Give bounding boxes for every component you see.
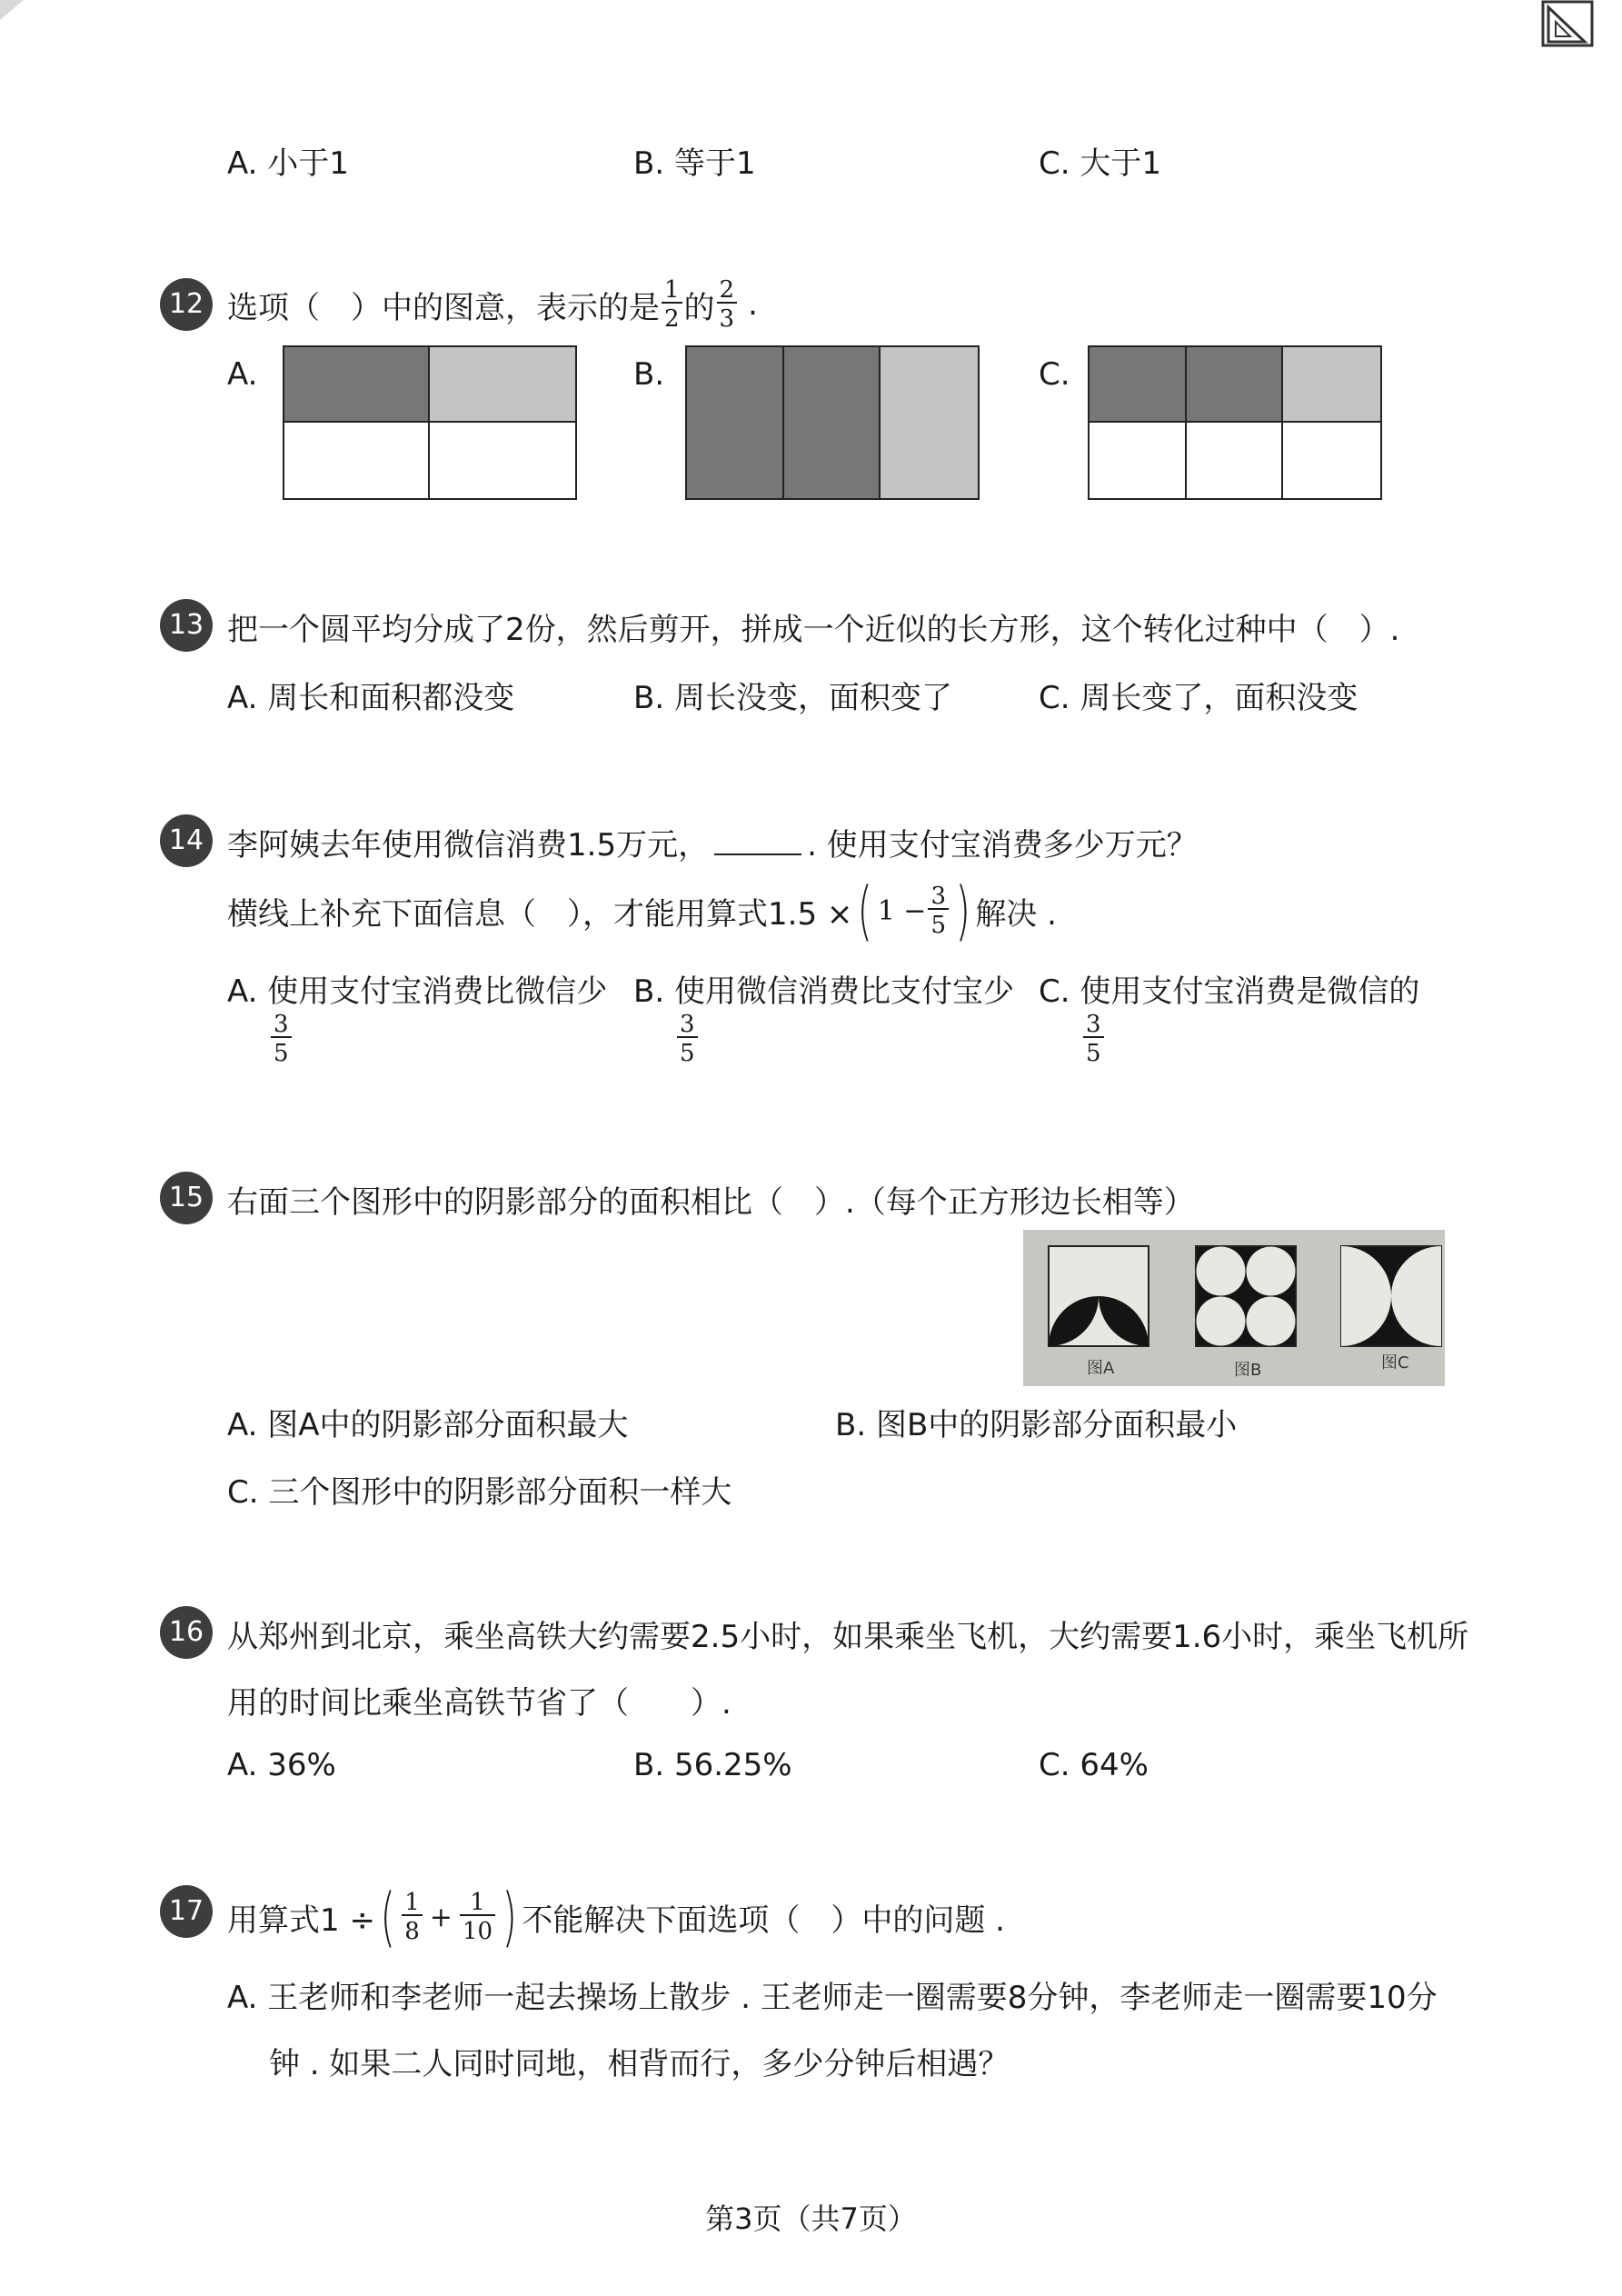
grid-cell <box>1090 347 1187 423</box>
frac-denominator: 5 <box>274 1040 289 1067</box>
q14-line1 <box>227 820 1198 864</box>
frac-numerator: 3 <box>677 1013 698 1038</box>
q14-option-b: B. 使用微信消费比支付宝少 <box>633 973 1014 1010</box>
q13-option-b: B. 周长没变，面积变了 <box>633 680 952 716</box>
left-paren: ( <box>380 1880 395 1954</box>
grid-cell <box>784 347 881 498</box>
answer-blank <box>714 830 801 855</box>
grid-cell <box>687 347 784 498</box>
grid-cell <box>1187 347 1284 423</box>
triangle-ruler-icon <box>1541 0 1596 49</box>
question-number-16: 16 <box>160 1606 213 1659</box>
q17-text-end: 不能解决下面选项（ ）中的问题 . <box>522 1902 1005 1939</box>
q14-expr-fraction <box>928 884 949 937</box>
figure-a-grid <box>283 345 577 500</box>
q12-text <box>227 273 758 336</box>
question-number-12: 12 <box>160 278 213 331</box>
q14-line2 <box>227 868 1057 953</box>
q16-option-b: B. 56.25% <box>633 1747 792 1783</box>
figure-b-shape <box>1196 1246 1296 1346</box>
figure-c-shape <box>1341 1246 1441 1346</box>
right-paren: ) <box>502 1880 517 1954</box>
grid-cell <box>1283 347 1380 423</box>
q12-label-a: A. <box>227 356 258 393</box>
frac-numerator: 1 <box>662 278 682 304</box>
figure-a-label: 图A <box>1087 1359 1115 1378</box>
frac-denominator: 2 <box>664 305 680 333</box>
q17-text <box>227 1874 1005 1960</box>
grid-cell <box>430 423 575 498</box>
q12-text-after: . <box>748 286 758 323</box>
q12-fraction-1 <box>662 278 682 331</box>
grid-cell <box>881 347 978 498</box>
question-number-14: 14 <box>160 814 213 867</box>
right-paren: ) <box>955 873 970 948</box>
grid-cell <box>284 423 430 498</box>
grid-cell <box>1283 423 1380 498</box>
q14-option-a: A. 使用支付宝消费比微信少 <box>227 973 608 1010</box>
q15-option-b: B. 图B中的阴影部分面积最小 <box>835 1407 1238 1443</box>
frac-denominator: 3 <box>719 305 735 333</box>
figure-c-label: 图C <box>1381 1353 1409 1373</box>
question-number-17: 17 <box>160 1885 213 1938</box>
shaded-figures-photo <box>1023 1230 1445 1386</box>
frac-denominator: 5 <box>930 912 946 939</box>
q14-option-c: C. 使用支付宝消费是微信的 <box>1039 973 1420 1010</box>
q17-fraction-1 <box>402 1891 423 1943</box>
figure-b-grid <box>685 345 980 500</box>
q12-label-c: C. <box>1039 356 1070 393</box>
q17-plus: + <box>429 1901 453 1933</box>
q14-expr-one: 1 − <box>877 894 927 927</box>
frac-denominator: 5 <box>680 1040 695 1067</box>
question-number-13: 13 <box>160 599 213 652</box>
q14-option-b-fraction <box>675 1013 700 1065</box>
q15-text: 右面三个图形中的阴影部分的面积相比（ ）.（每个正方形边长相等） <box>227 1184 1195 1221</box>
q12-text-before: 选项（ ）中的图意，表示的是 <box>227 289 660 326</box>
q15-option-a: A. 图A中的阴影部分面积最大 <box>227 1407 629 1443</box>
corner-mark <box>0 0 27 27</box>
q16-option-a: A. 36% <box>227 1747 336 1783</box>
q13-text: 把一个圆平均分成了2份，然后剪开，拼成一个近似的长方形，这个转化过种中（ ）. <box>227 612 1400 648</box>
frac-denominator: 8 <box>404 1918 420 1945</box>
figure-a-shape <box>1049 1246 1149 1346</box>
q14-option-a-fraction <box>269 1013 294 1065</box>
question-number-15: 15 <box>160 1172 213 1224</box>
q12-label-b: B. <box>633 356 665 393</box>
q17-option-a-line2: 钟 . 如果二人同时同地，相背而行，多少分钟后相遇？ <box>269 2046 1010 2082</box>
q11-option-c: C. 大于1 <box>1039 145 1161 182</box>
q14-line2-end: 解决 . <box>975 895 1057 933</box>
grid-cell <box>430 347 575 423</box>
q11-option-a: A. 小于1 <box>227 145 349 182</box>
figure-b-label: 图B <box>1234 1361 1262 1380</box>
grid-cell <box>1187 423 1284 498</box>
q16-line2: 用的时间比乘坐高铁节省了（ ）. <box>227 1685 731 1722</box>
q14-line2-start: 横线上补充下面信息（ ），才能用算式1.5 × <box>227 895 853 933</box>
q14-line1-start: 李阿姨去年使用微信消费1.5万元， <box>227 827 710 863</box>
grid-cell <box>1090 423 1187 498</box>
q15-option-c: C. 三个图形中的阴影部分面积一样大 <box>227 1474 732 1511</box>
q16-line1: 从郑州到北京，乘坐高铁大约需要2.5小时，如果乘坐飞机，大约需要1.6小时，乘坐飞机所 <box>227 1619 1469 1655</box>
frac-numerator: 3 <box>1083 1013 1104 1038</box>
q12-fraction-2 <box>717 278 738 331</box>
frac-denominator: 5 <box>1086 1040 1101 1067</box>
q17-option-a-line1: A. 王老师和李老师一起去操场上散步 . 王老师走一圈需要8分钟，李老师走一圈需要10分 <box>227 1980 1438 2016</box>
q14-line1-end: . 使用支付宝消费多少万元？ <box>807 827 1198 863</box>
figure-c-grid <box>1088 345 1382 500</box>
left-paren: ( <box>857 873 873 948</box>
frac-numerator: 2 <box>717 278 738 304</box>
q13-option-a: A. 周长和面积都没变 <box>227 680 515 716</box>
frac-denominator: 10 <box>462 1918 493 1945</box>
q17-fraction-2 <box>460 1891 495 1943</box>
q17-text-start: 用算式1 ÷ <box>227 1902 375 1939</box>
q12-text-mid: 的 <box>683 289 715 326</box>
frac-numerator: 3 <box>271 1013 292 1038</box>
q13-option-c: C. 周长变了，面积没变 <box>1039 680 1358 716</box>
q11-option-b: B. 等于1 <box>633 145 756 182</box>
frac-numerator: 1 <box>402 1891 423 1916</box>
q14-option-c-fraction <box>1081 1013 1106 1065</box>
frac-numerator: 1 <box>460 1891 495 1916</box>
page-footer: 第3页（共7页） <box>705 2201 917 2236</box>
q16-option-c: C. 64% <box>1039 1747 1149 1783</box>
grid-cell <box>284 347 430 423</box>
frac-numerator: 3 <box>928 884 949 910</box>
